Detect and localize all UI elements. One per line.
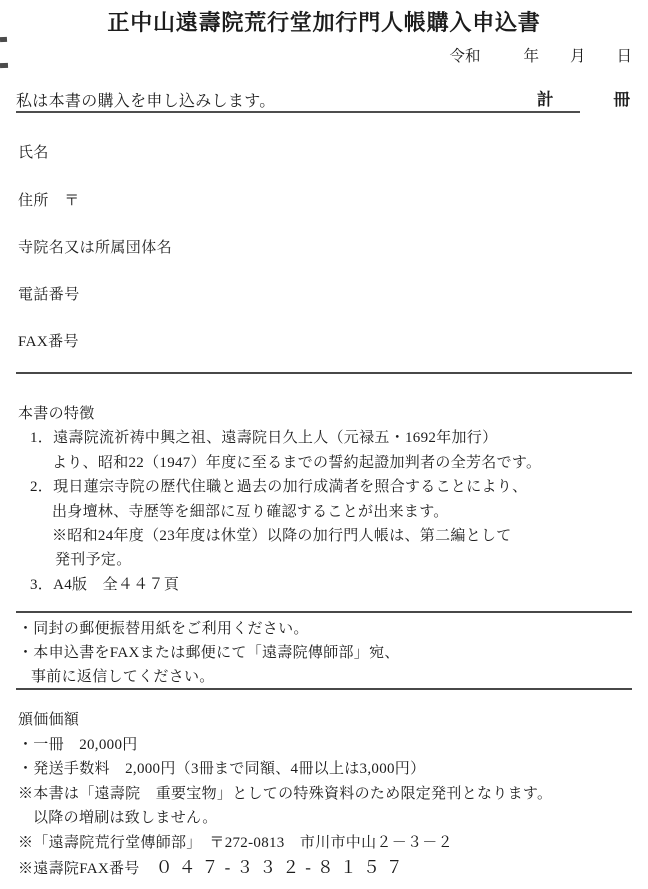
- statement-underline: [16, 111, 580, 113]
- features-heading: 本書の特徴: [18, 406, 95, 422]
- feature-item-2: 2．現日蓮宗寺院の歴代住職と過去の加行成満者を照合することにより、: [30, 479, 528, 496]
- mailing-note-2: ・本申込書をFAXまたは郵便にて「遠壽院傳師部」宛、: [18, 645, 400, 662]
- fax-number-label: ※遠壽院FAX番号: [18, 860, 140, 877]
- field-temple-name-label: 寺院名又は所属団体名: [18, 240, 173, 256]
- feature-item-2-cont: 出身壇林、寺歴等を細部に亙り確認することが出来ます。: [52, 503, 449, 520]
- feature-note-cont: 発刊予定。: [55, 552, 132, 569]
- mailing-notes-section: [18, 617, 634, 690]
- purchase-statement: 私は本書の購入を申し込みします。: [16, 93, 276, 110]
- feature-item-1-cont: より、昭和22（1947）年度に至るまでの誓約起證加判者の全芳名です。: [52, 454, 542, 471]
- publisher-address: ※「遠壽院荒行堂傳師部」 〒272-0813 市川市中山２－３－２: [18, 834, 453, 851]
- field-name-label: 氏名: [18, 145, 49, 161]
- date-day-label: 日: [616, 48, 632, 65]
- fax-number-line: [18, 856, 634, 882]
- limited-edition-note: ※本書は「遠壽院 重要宝物」としての特殊資料のため限定発刊となります。: [18, 785, 553, 802]
- fax-number-value: ０４７-３３２-８１５７: [155, 857, 409, 877]
- mailing-note-2-cont: 事前に返信してください。: [31, 669, 215, 686]
- feature-item-3: 3．A4版 全４４７頁: [30, 576, 180, 593]
- divider: [16, 688, 632, 690]
- scan-artifact: [0, 63, 8, 68]
- no-reprint-note: 以降の増刷は致しません。: [33, 810, 218, 827]
- feature-note: ※昭和24年度（23年度は休堂）以降の加行門人帳は、第二編として: [52, 528, 512, 545]
- field-fax-label: FAX番号: [18, 334, 79, 350]
- total-label: 計: [537, 90, 554, 109]
- date-line: [449, 44, 632, 66]
- field-phone-label: 電話番号: [18, 287, 80, 303]
- shipping-fee: ・発送手数料 2,000円（3冊まで同額、4冊以上は3,000円）: [18, 761, 426, 778]
- date-year-label: 年: [523, 48, 539, 65]
- total-count-group: [537, 86, 630, 110]
- pricing-section: [18, 708, 634, 881]
- date-era-label: 令和: [449, 48, 481, 65]
- scan-artifact: [0, 37, 7, 42]
- date-month-label: 月: [569, 48, 586, 65]
- page-title: 正中山遠壽院荒行堂加行門人帳購入申込書: [107, 10, 541, 35]
- feature-item-1: 1．遠壽院流祈祷中興之祖、遠壽院日久上人（元禄五・1692年加行）: [30, 430, 498, 447]
- features-section: [18, 402, 634, 597]
- price-per-copy: ・一冊 20,000円: [18, 736, 138, 753]
- divider: [16, 372, 632, 374]
- divider: [16, 611, 632, 613]
- field-address-label: 住所 〒: [18, 193, 80, 209]
- total-unit-label: 冊: [613, 90, 630, 109]
- pricing-heading: 頒価価額: [18, 712, 80, 728]
- mailing-note-1: ・同封の郵便振替用紙をご利用ください。: [18, 621, 309, 637]
